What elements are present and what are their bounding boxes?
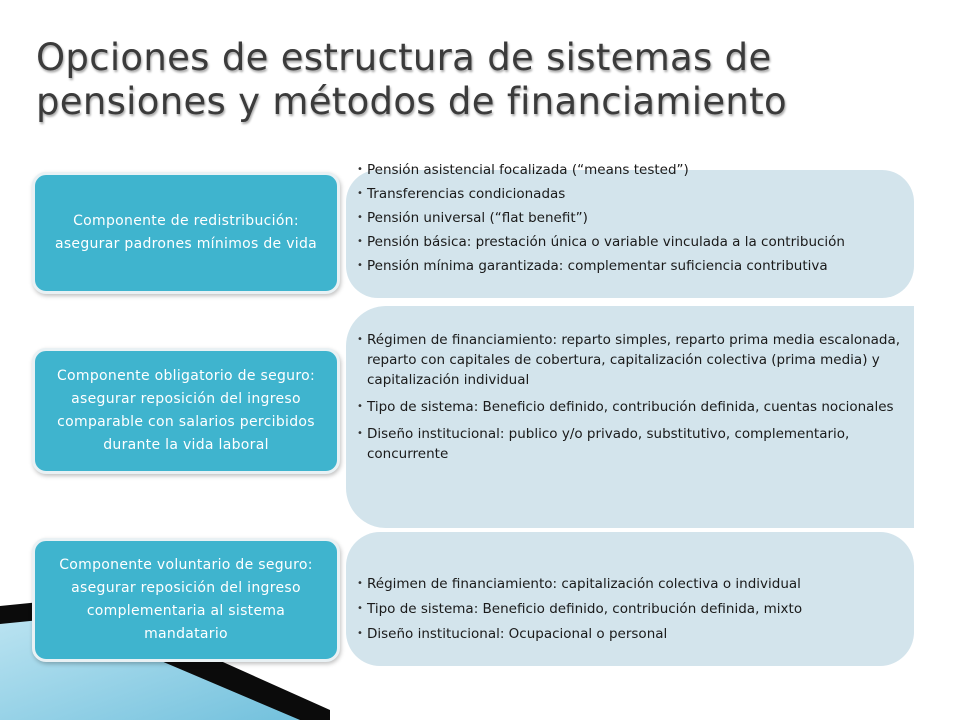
bullet-item: • Régimen de financiamiento: reparto simples, reparto prima media escalonada, reparto con capitales de cobertura, capitalización colectiva (prima media) y capitalización individual [355, 330, 911, 390]
component-box-mandatory [32, 348, 340, 474]
bullet-item: • Pensión asistencial focalizada (“means tested”) [355, 160, 915, 180]
component-box-voluntary [32, 538, 340, 662]
bullet-item: • Diseño institucional: publico y/o privado, substitutivo, complementario, concurrente [355, 424, 911, 464]
bullet-list-voluntary [355, 574, 911, 649]
component-label: Componente obligatorio de seguro: asegurar reposición del ingreso comparable con salarios percibidos durante la vida laboral [56, 368, 315, 453]
bullet-item: • Tipo de sistema: Beneficio definido, contribución definida, cuentas nocionales [355, 397, 911, 417]
bullet-item: • Pensión básica: prestación única o variable vinculada a la contribución [355, 232, 915, 252]
title-line-2: pensiones y métodos de financiamiento [36, 80, 787, 123]
bullet-list-mandatory [355, 330, 911, 471]
component-box-redistribution [32, 172, 340, 294]
component-label: Componente de redistribución: asegurar padrones mínimos de vida [54, 213, 318, 252]
bullet-item: • Tipo de sistema: Beneficio definido, contribución definida, mixto [355, 599, 911, 619]
bullet-item: • Pensión universal (“flat benefit”) [355, 208, 915, 228]
bullet-item: • Pensión mínima garantizada: complementar suficiencia contributiva [355, 256, 915, 276]
bullet-item: • Régimen de financiamiento: capitalización colectiva o individual [355, 574, 911, 594]
component-label: Componente voluntario de seguro: asegurar reposición del ingreso complementaria al sistema mandatario [59, 557, 313, 642]
slide-title [36, 36, 936, 124]
bullet-item: • Transferencias condicionadas [355, 184, 915, 204]
bullet-list-redistribution [355, 160, 915, 300]
bullet-item: • Diseño institucional: Ocupacional o personal [355, 624, 911, 644]
title-line-1: Opciones de estructura de sistemas de [36, 36, 772, 79]
